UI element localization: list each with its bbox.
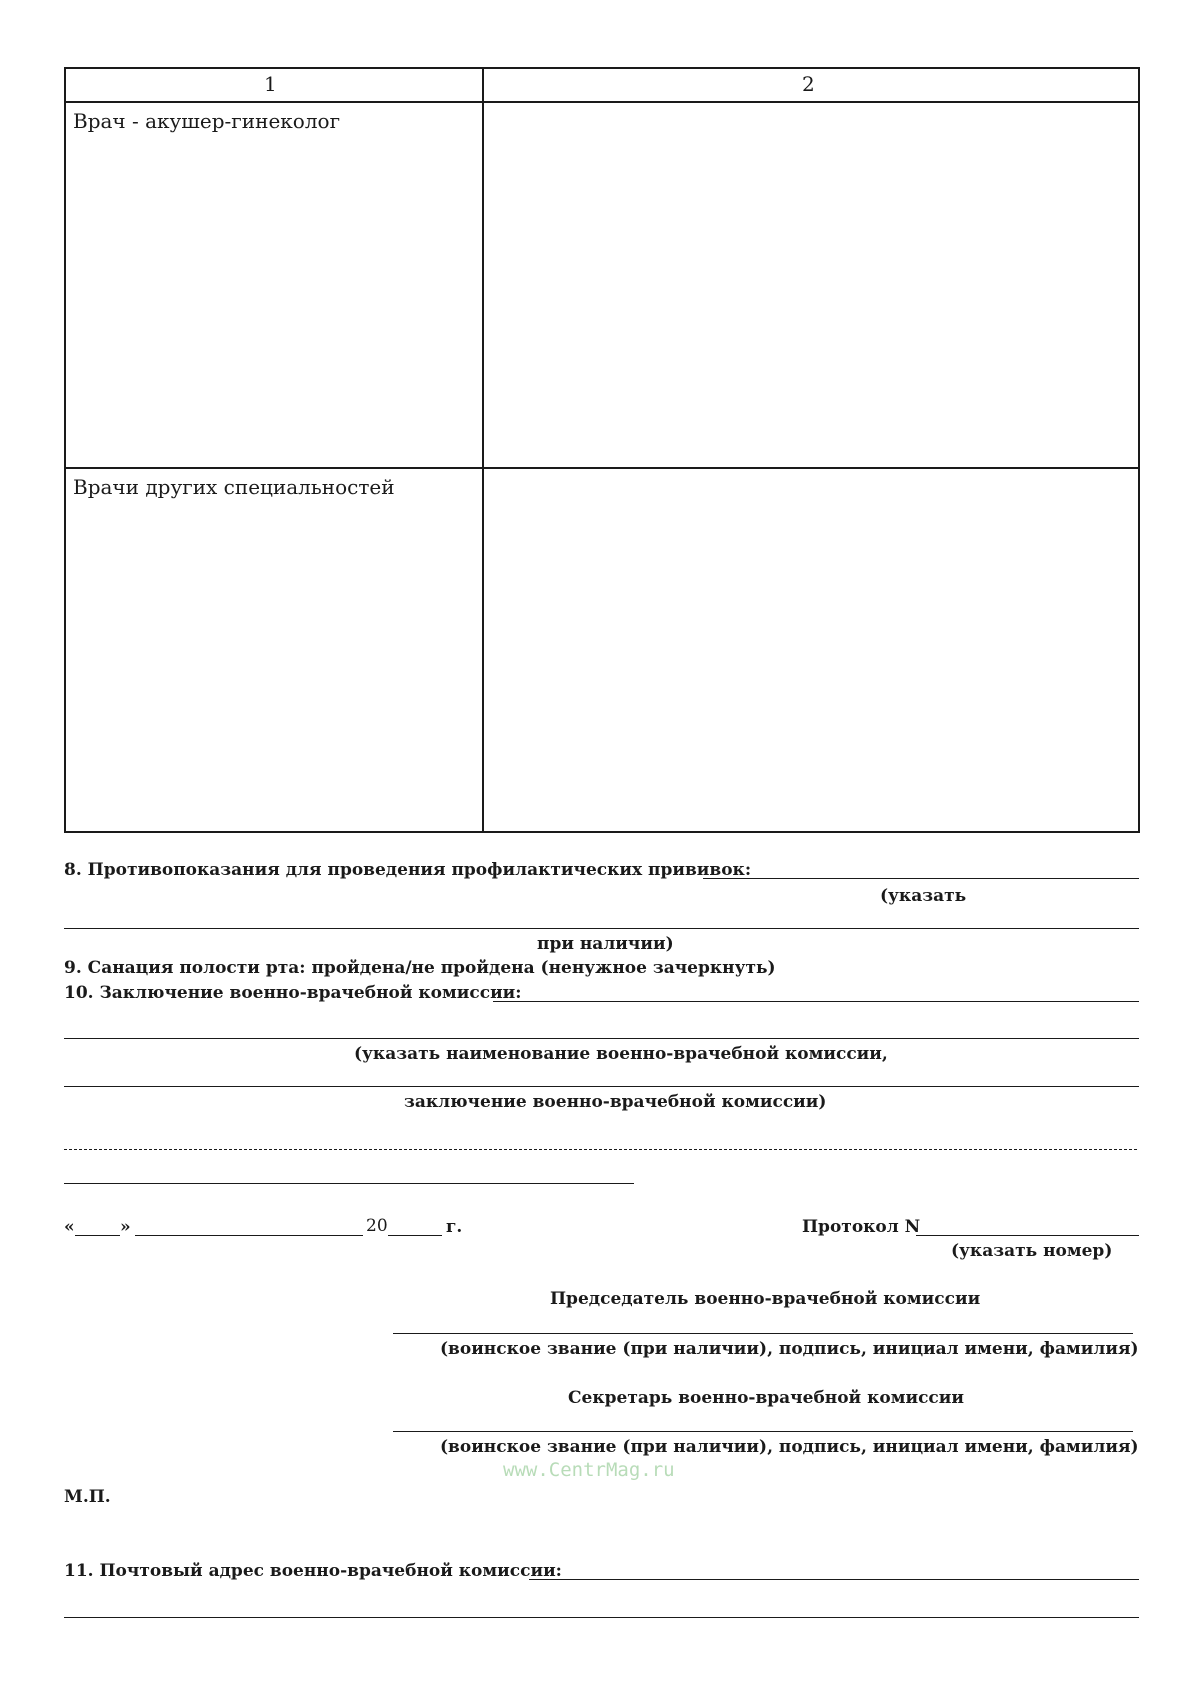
examination-table [64, 67, 1140, 833]
stamp-placeholder: М.П. [64, 1487, 111, 1507]
date-open-quote: « [64, 1217, 75, 1237]
postal-address-field-2[interactable] [64, 1617, 1139, 1618]
watermark-text: www.CentrMag.ru [503, 1459, 675, 1481]
contraindications-field[interactable] [703, 878, 1139, 879]
date-year-suffix: г. [446, 1217, 463, 1237]
commission-conclusion-field-3[interactable] [64, 1086, 1139, 1087]
extra-line[interactable] [64, 1183, 634, 1184]
cut-line [64, 1149, 1137, 1150]
postal-address-label: 11. Почтовый адрес военно-врачебной комиссии: [64, 1561, 562, 1581]
commission-conclusion-field-2[interactable] [64, 1038, 1139, 1039]
contraindications-hint-1: (указать [880, 886, 967, 906]
date-year-field[interactable] [388, 1235, 442, 1236]
chairman-hint: (воинское звание (при наличии), подпись, инициал имени, фамилия) [440, 1339, 1139, 1359]
commission-conclusion-label: 10. Заключение военно-врачебной комиссии: [64, 983, 522, 1003]
table-row-other-specialists-label: Врачи других специальностей [73, 475, 395, 499]
contraindications-field-2[interactable] [64, 928, 1139, 929]
date-year-prefix: 20 [366, 1216, 388, 1236]
oral-sanitation-label: 9. Санация полости рта: пройдена/не пройдена (ненужное зачеркнуть) [64, 958, 776, 978]
date-close-quote: » [120, 1217, 131, 1237]
commission-conclusion-hint-1: (указать наименование военно-врачебной комиссии, [354, 1044, 888, 1064]
contraindications-label: 8. Противопоказания для проведения профилактических прививок: [64, 860, 752, 880]
chairman-title: Председатель военно-врачебной комиссии [550, 1289, 981, 1309]
table-row-gynecologist-label: Врач - акушер-гинеколог [73, 109, 341, 133]
contraindications-hint-2: при наличии) [537, 934, 674, 954]
protocol-number-field[interactable] [916, 1235, 1139, 1236]
commission-conclusion-field[interactable] [493, 1001, 1139, 1002]
table-header-col-2: 2 [802, 72, 815, 96]
date-day-field[interactable] [75, 1235, 120, 1236]
secretary-title: Секретарь военно-врачебной комиссии [568, 1388, 964, 1408]
table-row-other-specialists-result[interactable] [486, 471, 1136, 829]
chairman-signature-field[interactable] [393, 1333, 1133, 1334]
commission-conclusion-hint-2: заключение военно-врачебной комиссии) [404, 1092, 827, 1112]
table-header-col-1: 1 [264, 72, 277, 96]
secretary-signature-field[interactable] [393, 1431, 1133, 1432]
protocol-label: Протокол N [802, 1217, 921, 1237]
protocol-hint: (указать номер) [951, 1241, 1113, 1261]
table-row-gynecologist-result[interactable] [486, 105, 1136, 465]
secretary-hint: (воинское звание (при наличии), подпись, инициал имени, фамилия) [440, 1437, 1139, 1457]
postal-address-field[interactable] [529, 1579, 1139, 1580]
date-month-field[interactable] [135, 1235, 363, 1236]
